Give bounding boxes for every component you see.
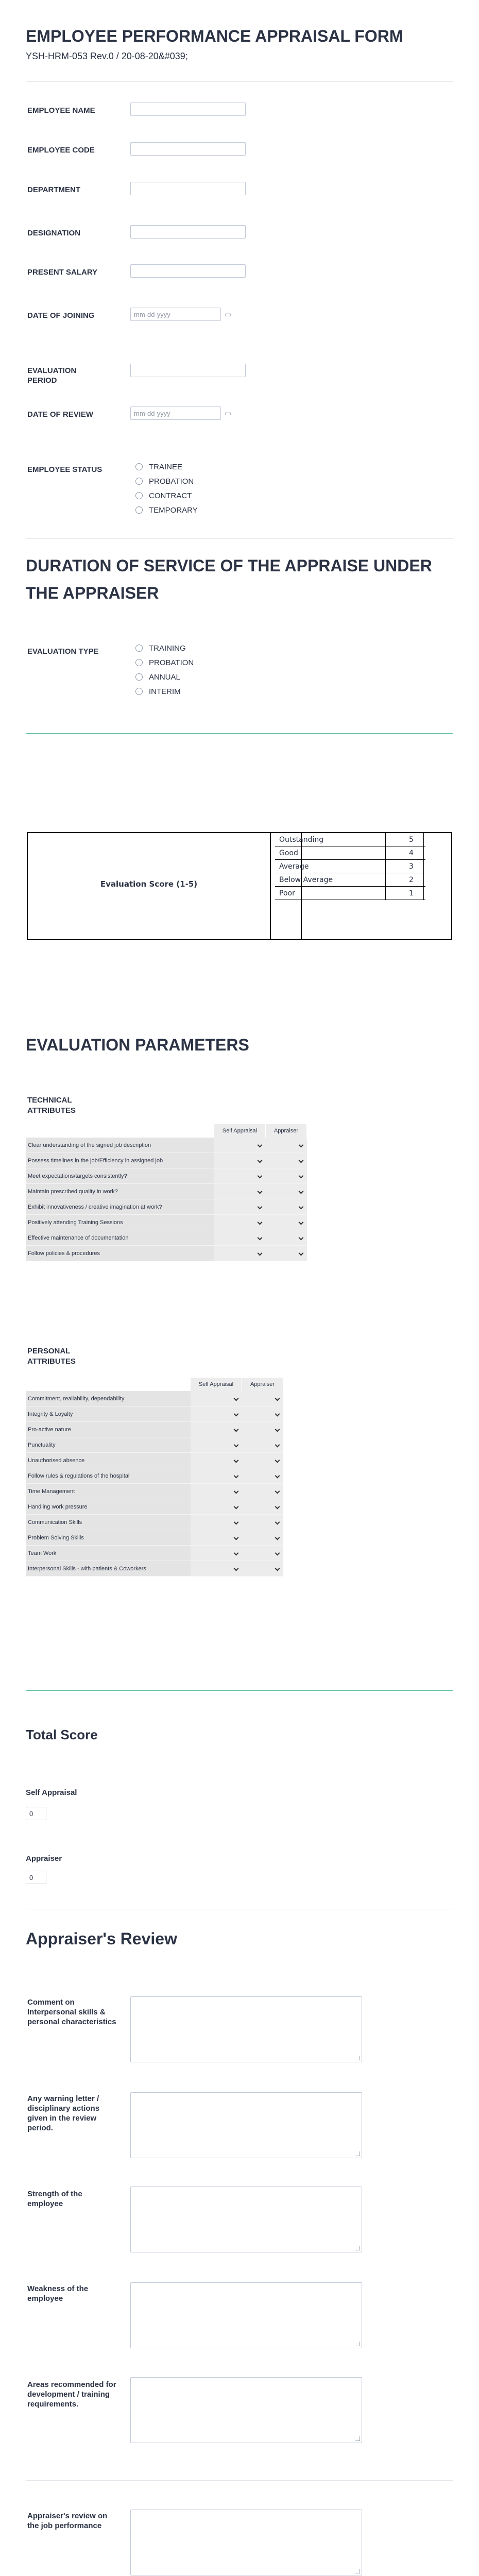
- self-appraisal-dropdown[interactable]: [193, 1502, 240, 1512]
- appraiser-cell: [266, 1215, 307, 1230]
- matrix-row: [26, 1246, 307, 1261]
- appraiser-dropdown[interactable]: [244, 1564, 281, 1574]
- matrix-row: [26, 1391, 283, 1406]
- cell-border: [385, 873, 386, 887]
- appraiser-dropdown[interactable]: [244, 1440, 281, 1450]
- appraiser-cell: [242, 1484, 283, 1499]
- review-q4-textarea[interactable]: [130, 2282, 362, 2348]
- cell-border: [423, 873, 424, 887]
- matrix-row: [26, 1546, 283, 1561]
- evaluation-period-input[interactable]: [130, 364, 246, 377]
- matrix-row-label: Punctuality: [26, 1437, 191, 1453]
- section-divider: [26, 1690, 453, 1691]
- appraiser-total-field[interactable]: 0: [26, 1871, 46, 1884]
- self-appraisal-dropdown[interactable]: [193, 1394, 240, 1404]
- score-row-label: Poor: [279, 889, 295, 897]
- score-row-value: 1: [409, 889, 414, 897]
- score-row-value: 3: [409, 862, 414, 871]
- appraiser-cell: [242, 1422, 283, 1437]
- matrix-row-label: Positively attending Training Sessions: [26, 1215, 214, 1230]
- score-row-label: Outstanding: [279, 836, 324, 844]
- appraiser-cell: [242, 1546, 283, 1561]
- review-q6-label: Appraiser's review on the job performance: [27, 2512, 108, 2530]
- designation-label: DESIGNATION: [27, 229, 81, 238]
- score-row: [275, 846, 425, 860]
- matrix-row-label: Communication Skills: [26, 1515, 191, 1530]
- matrix-row: [26, 1437, 283, 1453]
- matrix-row-label: Interpersonal Skills - with patients & Coworkers: [26, 1561, 191, 1577]
- appraiser-dropdown[interactable]: [268, 1156, 305, 1166]
- duration-title-line2: THE APPRAISER: [26, 584, 159, 602]
- type-radio-interim[interactable]: INTERIM: [135, 687, 181, 697]
- self-appraisal-total-field[interactable]: 0: [26, 1807, 46, 1820]
- date-of-joining-input[interactable]: mm-dd-yyyy: [130, 308, 221, 321]
- matrix-row-label: Unauthorised absence: [26, 1453, 191, 1468]
- cell-border: [385, 860, 386, 873]
- score-row: [275, 887, 425, 900]
- date-of-review-label: DATE OF REVIEW: [27, 410, 94, 419]
- col-self-appraisal: Self Appraisal: [191, 1378, 242, 1391]
- self-appraisal-dropdown[interactable]: [193, 1486, 240, 1497]
- self-appraisal-dropdown[interactable]: [193, 1471, 240, 1481]
- appraiser-cell: [266, 1168, 307, 1184]
- review-q2-label: Any warning letter / disciplinary actions given in the review period.: [27, 2094, 100, 2132]
- cell-border: [423, 887, 424, 900]
- self-appraisal-cell: [214, 1184, 266, 1199]
- self-appraisal-cell: [191, 1406, 242, 1422]
- self-appraisal-cell: [191, 1515, 242, 1530]
- designation-input[interactable]: [130, 225, 246, 239]
- appraiser-dropdown[interactable]: [268, 1171, 305, 1181]
- col-appraiser: Appraiser: [242, 1378, 283, 1391]
- matrix-row: [26, 1215, 307, 1230]
- personal-attributes-label-1: PERSONAL: [27, 1347, 71, 1355]
- review-q4-label: Weakness of the employee: [27, 2284, 89, 2303]
- self-appraisal-dropdown[interactable]: [216, 1171, 264, 1181]
- appraiser-cell: [242, 1515, 283, 1530]
- appraiser-dropdown[interactable]: [268, 1248, 305, 1259]
- matrix-row: [26, 1515, 283, 1530]
- self-appraisal-dropdown[interactable]: [216, 1233, 264, 1243]
- self-appraisal-cell: [191, 1499, 242, 1515]
- review-q1-label: Comment on Interpersonal skills & personal characteristics: [27, 1998, 116, 2026]
- appraiser-cell: [242, 1499, 283, 1515]
- self-appraisal-dropdown[interactable]: [193, 1533, 240, 1543]
- appraiser-cell: [266, 1199, 307, 1215]
- self-appraisal-total-label: Self Appraisal: [26, 1788, 77, 1797]
- matrix-row: [26, 1230, 307, 1246]
- section-divider: [26, 733, 453, 734]
- matrix-row-label: Commitment, realiability, dependability: [26, 1391, 191, 1406]
- form-subtitle: YSH-HRM-053 Rev.0 / 20-08-20&#039;: [26, 51, 188, 61]
- self-appraisal-dropdown[interactable]: [216, 1248, 264, 1259]
- radio-circle[interactable]: [135, 492, 143, 499]
- type-radio-probation[interactable]: PROBATION: [135, 658, 194, 668]
- score-row-label: Average: [279, 862, 309, 871]
- total-score-title: Total Score: [26, 1727, 98, 1742]
- divider: [26, 81, 453, 82]
- appraiser-cell: [242, 1437, 283, 1453]
- matrix-row: [26, 1561, 283, 1577]
- matrix-row: [26, 1138, 307, 1153]
- matrix-row-label: Handling work pressure: [26, 1499, 191, 1515]
- appraiser-cell: [266, 1153, 307, 1168]
- self-appraisal-cell: [214, 1199, 266, 1215]
- employee-status-label: EMPLOYEE STATUS: [27, 465, 102, 474]
- appraiser-dropdown[interactable]: [244, 1533, 281, 1543]
- department-label: DEPARTMENT: [27, 185, 81, 194]
- cell-border: [423, 860, 424, 873]
- matrix-row: [26, 1406, 283, 1422]
- self-appraisal-dropdown[interactable]: [193, 1440, 240, 1450]
- matrix-row: [26, 1422, 283, 1437]
- radio-circle[interactable]: [135, 688, 143, 695]
- appraiser-dropdown[interactable]: [268, 1233, 305, 1243]
- appraisers-review-title: Appraiser's Review: [26, 1929, 177, 1948]
- appraiser-dropdown[interactable]: [244, 1486, 281, 1497]
- cell-border: [423, 846, 424, 860]
- appraiser-cell: [242, 1453, 283, 1468]
- matrix-row: [26, 1453, 283, 1468]
- self-appraisal-cell: [214, 1246, 266, 1261]
- appraiser-dropdown[interactable]: [244, 1455, 281, 1466]
- appraiser-dropdown[interactable]: [268, 1217, 305, 1228]
- matrix-row-label: Problem Solving Skills: [26, 1530, 191, 1546]
- radio-circle[interactable]: [135, 659, 143, 666]
- appraiser-cell: [266, 1230, 307, 1246]
- matrix-row-label: Follow policies & procedures: [26, 1246, 214, 1261]
- self-appraisal-dropdown[interactable]: [216, 1202, 264, 1212]
- divider: [26, 2480, 453, 2481]
- self-appraisal-cell: [191, 1484, 242, 1499]
- status-radio-probation[interactable]: PROBATION: [135, 477, 194, 487]
- self-appraisal-dropdown[interactable]: [193, 1517, 240, 1528]
- evaluation-type-label: EVALUATION TYPE: [27, 647, 99, 656]
- appraiser-dropdown[interactable]: [244, 1471, 281, 1481]
- score-row: [275, 873, 425, 887]
- appraiser-cell: [266, 1184, 307, 1199]
- appraiser-dropdown[interactable]: [268, 1187, 305, 1197]
- appraiser-dropdown[interactable]: [244, 1425, 281, 1435]
- personal-attributes-matrix: [26, 1378, 283, 1577]
- score-row-value: 4: [409, 849, 414, 857]
- status-radio-temporary[interactable]: TEMPORARY: [135, 505, 198, 516]
- appraiser-cell: [242, 1530, 283, 1546]
- matrix-row: [26, 1184, 307, 1199]
- matrix-row-label: Team Work: [26, 1546, 191, 1561]
- score-row: [275, 860, 425, 873]
- self-appraisal-dropdown[interactable]: [193, 1425, 240, 1435]
- self-appraisal-cell: [191, 1530, 242, 1546]
- technical-attributes-label-1: TECHNICAL: [27, 1096, 72, 1105]
- form-title: EMPLOYEE PERFORMANCE APPRAISAL FORM: [26, 27, 403, 45]
- self-appraisal-cell: [214, 1168, 266, 1184]
- appraiser-cell: [242, 1561, 283, 1577]
- matrix-row-label: Exhibit innovativeness / creative imagination at work?: [26, 1199, 214, 1215]
- review-q2-textarea[interactable]: [130, 2092, 362, 2158]
- appraiser-dropdown[interactable]: [244, 1394, 281, 1404]
- appraiser-dropdown[interactable]: [244, 1502, 281, 1512]
- status-radio-contract[interactable]: CONTRACT: [135, 491, 192, 501]
- matrix-row-label: Effective maintenance of documentation: [26, 1230, 214, 1246]
- status-radio-trainee[interactable]: TRAINEE: [135, 462, 182, 472]
- radio-circle[interactable]: [135, 463, 143, 470]
- cell-border: [385, 846, 386, 860]
- appraiser-dropdown[interactable]: [268, 1140, 305, 1150]
- score-row: [275, 833, 425, 846]
- self-appraisal-cell: [191, 1437, 242, 1453]
- employee-name-label: EMPLOYEE NAME: [27, 106, 95, 115]
- col-appraiser: Appraiser: [266, 1124, 307, 1138]
- cell-border: [385, 833, 386, 846]
- technical-attributes-label-2: ATTRIBUTES: [27, 1106, 76, 1115]
- matrix-row-label: Time Management: [26, 1484, 191, 1499]
- self-appraisal-dropdown[interactable]: [216, 1140, 264, 1150]
- calendar-icon[interactable]: ▭: [225, 310, 232, 318]
- score-table-label-cell: [28, 833, 271, 939]
- col-self-appraisal: Self Appraisal: [214, 1124, 266, 1138]
- type-radio-annual[interactable]: ANNUAL: [135, 672, 180, 683]
- self-appraisal-dropdown[interactable]: [216, 1217, 264, 1228]
- review-q5-textarea[interactable]: [130, 2377, 362, 2443]
- score-row-label: Good: [279, 849, 298, 857]
- cell-border: [423, 833, 424, 846]
- self-appraisal-dropdown[interactable]: [216, 1156, 264, 1166]
- type-radio-training[interactable]: TRAINING: [135, 643, 186, 654]
- matrix-row: [26, 1199, 307, 1215]
- cell-border: [385, 887, 386, 900]
- matrix-row: [26, 1499, 283, 1515]
- employee-code-input[interactable]: [130, 142, 246, 156]
- date-of-joining-label: DATE OF JOINING: [27, 311, 95, 320]
- evaluation-period-label: EVALUATION PERIOD: [27, 366, 77, 385]
- review-q3-label: Strength of the employee: [27, 2190, 82, 2208]
- matrix-corner: [26, 1124, 214, 1138]
- radio-circle[interactable]: [135, 645, 143, 652]
- matrix-header-row: [26, 1124, 307, 1138]
- evaluation-parameters-title: EVALUATION PARAMETERS: [26, 1036, 249, 1054]
- matrix-row: [26, 1168, 307, 1184]
- matrix-header-row: [26, 1378, 283, 1391]
- self-appraisal-cell: [214, 1138, 266, 1153]
- score-row-value: 2: [409, 876, 414, 884]
- appraiser-cell: [242, 1406, 283, 1422]
- matrix-row-label: Clear understanding of the signed job description: [26, 1138, 214, 1153]
- matrix-row-label: Follow rules & regulations of the hospital: [26, 1468, 191, 1484]
- matrix-corner: [26, 1378, 191, 1391]
- appraiser-dropdown[interactable]: [244, 1548, 281, 1558]
- matrix-row-label: Maintain prescribed quality in work?: [26, 1184, 214, 1199]
- self-appraisal-cell: [214, 1153, 266, 1168]
- radio-circle[interactable]: [135, 506, 143, 514]
- divider: [26, 538, 453, 539]
- employee-code-label: EMPLOYEE CODE: [27, 146, 95, 155]
- self-appraisal-dropdown[interactable]: [193, 1548, 240, 1558]
- technical-attributes-matrix: [26, 1124, 307, 1261]
- date-of-review-input[interactable]: mm-dd-yyyy: [130, 406, 221, 420]
- radio-circle[interactable]: [135, 478, 143, 485]
- self-appraisal-cell: [191, 1391, 242, 1406]
- self-appraisal-dropdown[interactable]: [193, 1455, 240, 1466]
- self-appraisal-cell: [191, 1453, 242, 1468]
- review-q5-label: Areas recommended for development / training requirements.: [27, 2380, 116, 2409]
- matrix-row: [26, 1468, 283, 1484]
- appraiser-dropdown[interactable]: [244, 1409, 281, 1419]
- matrix-row-label: Integrity & Loyalty: [26, 1406, 191, 1422]
- review-q3-textarea[interactable]: [130, 2187, 362, 2252]
- appraiser-cell: [266, 1246, 307, 1261]
- department-input[interactable]: [130, 182, 246, 195]
- review-q1-textarea[interactable]: [130, 1996, 362, 2062]
- appraiser-cell: [266, 1138, 307, 1153]
- score-row-value: 5: [409, 836, 414, 844]
- appraiser-dropdown[interactable]: [268, 1202, 305, 1212]
- self-appraisal-dropdown[interactable]: [193, 1409, 240, 1419]
- duration-title-line1: DURATION OF SERVICE OF THE APPRAISE UNDER: [26, 556, 432, 575]
- appraiser-total-label: Appraiser: [26, 1854, 62, 1863]
- review-q6-textarea[interactable]: [130, 2510, 362, 2575]
- appraiser-cell: [242, 1468, 283, 1484]
- appraiser-cell: [242, 1391, 283, 1406]
- self-appraisal-cell: [191, 1546, 242, 1561]
- matrix-row-label: Meet expectations/targets consistently?: [26, 1168, 214, 1184]
- matrix-row-label: Possess timelines in the job/Efficiency in assigned job: [26, 1153, 214, 1168]
- calendar-icon[interactable]: ▭: [225, 409, 232, 417]
- self-appraisal-dropdown[interactable]: [193, 1564, 240, 1574]
- personal-attributes-label-2: ATTRIBUTES: [27, 1357, 76, 1366]
- present-salary-label: PRESENT SALARY: [27, 268, 98, 277]
- self-appraisal-dropdown[interactable]: [216, 1187, 264, 1197]
- employee-name-input[interactable]: [130, 103, 246, 116]
- score-table-label: Evaluation Score (1-5): [100, 879, 198, 889]
- matrix-row: [26, 1530, 283, 1546]
- self-appraisal-cell: [191, 1422, 242, 1437]
- matrix-row: [26, 1153, 307, 1168]
- score-row-label: Below Average: [279, 876, 333, 884]
- self-appraisal-cell: [214, 1230, 266, 1246]
- appraiser-dropdown[interactable]: [244, 1517, 281, 1528]
- self-appraisal-cell: [191, 1561, 242, 1577]
- matrix-row-label: Pro-active nature: [26, 1422, 191, 1437]
- present-salary-input[interactable]: [130, 264, 246, 278]
- radio-circle[interactable]: [135, 673, 143, 681]
- self-appraisal-cell: [191, 1468, 242, 1484]
- matrix-row: [26, 1484, 283, 1499]
- self-appraisal-cell: [214, 1215, 266, 1230]
